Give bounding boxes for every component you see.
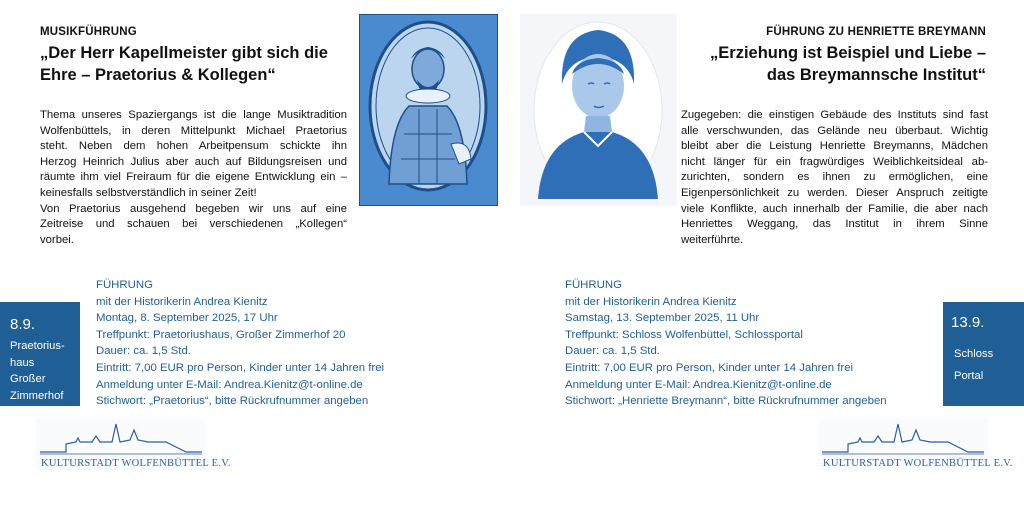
left-date: 8.9. [10, 316, 36, 333]
tour-guide: mit der Historikerin Andrea Kienitz [565, 295, 737, 308]
right-place: Schloss Portal [954, 348, 994, 382]
left-kulturstadt-logo [36, 418, 231, 470]
left-kicker: MUSIKFÜHRUNG [40, 26, 137, 38]
right-date: 13.9. [951, 314, 985, 331]
left-body: Thema unseres Spaziergangs ist die lange Musiktradition Wolfenbüttels, in deren Mittelpunkt Michael Praetorius steht. Neben dem hohen Arbeitpensum schickte ihn Herzog Heinrich Julius aber auch auf Bildungsreisen und räumte ihm viel Freiraum für die eigene Entwicklung ein – keinesfalls selbstverständlich in seiner Zeit! Von Praetorius ausgehend begeben wir uns auf eine Zeitreise und schauen bei verschiedenen „Kollegen“ vorbei. [40, 109, 347, 246]
skyline-icon [818, 418, 988, 458]
left-tour-info [96, 277, 384, 410]
right-kicker: FÜHRUNG ZU HENRIETTE BREYMANN [766, 26, 986, 38]
right-title: „Erziehung ist Beispiel und Liebe – das Breymannsche Institut“ [710, 44, 986, 84]
tour-keyword: Stichwort: „Henriette Breymann“, bitte Rückrufnummer angeben [565, 395, 887, 408]
tour-meeting-point: Treffpunkt: Schloss Wolfenbüttel, Schlossportal [565, 328, 803, 341]
tour-heading: FÜHRUNG [565, 279, 622, 291]
praetorius-portrait-image [359, 14, 498, 206]
tour-date: Montag, 8. September 2025, 17 Uhr [96, 312, 278, 325]
tour-duration: Dauer: ca. 1,5 Std. [96, 345, 191, 358]
right-date-box [943, 302, 1024, 406]
left-place: Praetorius- haus Großer Zimmerhof [10, 340, 65, 402]
breymann-portrait-image [520, 14, 677, 206]
left-date-box [0, 302, 80, 406]
right-body: Zugegeben: die einstigen Gebäude des Instituts sind fast alle verschwunden, das Gelände neu überbaut. Wichtig bleibt aber die Leistung Henriette Breymanns, Mädchen nicht länger für ein fragwürdiges Weiblichkeitsideal ab- zurichten, sondern es ihnen zu ermöglichen, eine Eigenpersönlichkeit zu werden. Dieser Anspruch zeitigte viele Konflikte, auch innerhalb der Familie, die aber nach Henriettes Weggang, das Institut in ihrem Sinne weiterführte. [681, 109, 988, 246]
tour-registration: Anmeldung unter E-Mail: Andrea.Kienitz@t-online.de [96, 378, 363, 391]
right-logo-text: KULTURSTADT WOLFENBÜTTEL E.V. [823, 458, 1013, 469]
tour-duration: Dauer: ca. 1,5 Std. [565, 345, 660, 358]
left-title: „Der Herr Kapellmeister gibt sich die Ehre – Praetorius & Kollegen“ [40, 44, 328, 84]
tour-fee: Eintritt: 7,00 EUR pro Person, Kinder unter 14 Jahren frei [565, 361, 854, 374]
tour-heading: FÜHRUNG [96, 279, 153, 291]
tour-guide: mit der Historikerin Andrea Kienitz [96, 295, 268, 308]
right-kulturstadt-logo [818, 418, 1013, 470]
tour-fee: Eintritt: 7,00 EUR pro Person, Kinder unter 14 Jahren frei [96, 361, 385, 374]
right-tour-info [565, 277, 887, 410]
tour-meeting-point: Treffpunkt: Praetoriushaus, Großer Zimmerhof 20 [96, 328, 346, 341]
tour-registration: Anmeldung unter E-Mail: Andrea.Kienitz@t-online.de [565, 378, 832, 391]
skyline-icon [36, 418, 206, 458]
tour-keyword: Stichwort: „Praetorius“, bitte Rückrufnummer angeben [96, 395, 369, 408]
tour-date: Samstag, 13. September 2025, 11 Uhr [565, 312, 760, 325]
left-logo-text: KULTURSTADT WOLFENBÜTTEL E.V. [41, 458, 231, 469]
